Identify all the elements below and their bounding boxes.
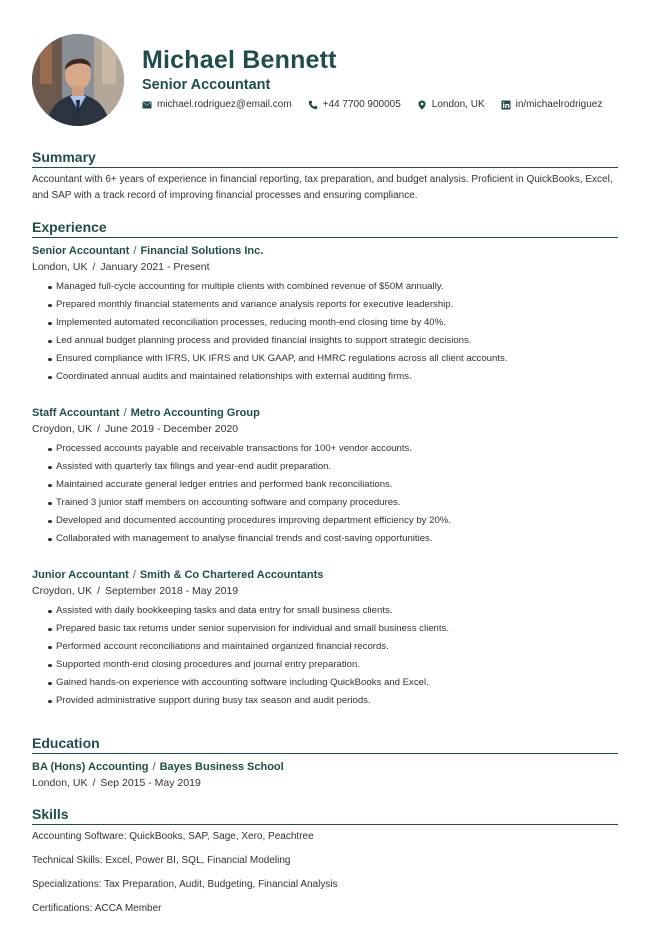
school: Bayes Business School	[159, 761, 284, 773]
job-bullets	[32, 278, 618, 386]
list-item: Prepared monthly financial statements and variance analysis reports for executive leadership.	[48, 296, 618, 314]
list-item: Assisted with daily bookkeeping tasks and data entry for small business clients.	[48, 602, 618, 620]
list-item: Collaborated with management to analyse financial trends and cost-saving opportunities.	[48, 530, 618, 548]
summary-section	[32, 148, 618, 204]
job-meta	[32, 422, 618, 437]
email-icon	[142, 100, 152, 110]
job-meta	[32, 260, 618, 275]
separator: /	[132, 569, 136, 581]
job-heading	[32, 406, 618, 421]
skills-section	[32, 805, 618, 916]
list-item: Prepared basic tax returns under senior supervision for individual and small business clients.	[48, 620, 618, 638]
separator: /	[92, 261, 96, 273]
job-company: Metro Accounting Group	[130, 407, 260, 419]
job-entry-3	[32, 568, 618, 710]
contact-linkedin[interactable]	[501, 99, 603, 110]
skills-line: Technical Skills: Excel, Power BI, SQL, Financial Modeling	[32, 855, 291, 866]
job-heading	[32, 244, 618, 259]
job-heading	[32, 568, 618, 583]
separator: /	[123, 407, 127, 419]
candidate-title: Senior Accountant	[142, 77, 271, 93]
separator: /	[97, 585, 101, 597]
separator: /	[92, 777, 96, 789]
list-item: Developed and documented accounting procedures improving department efficiency by 20%.	[48, 512, 618, 530]
list-item: Ensured compliance with IFRS, UK IFRS and UK GAAP, and HMRC regulations across all client accounts.	[48, 350, 618, 368]
list-item: Coordinated annual audits and maintained relationships with external auditing firms.	[48, 368, 618, 386]
job-role: Junior Accountant	[32, 569, 129, 581]
job-dates: June 2019 - December 2020	[105, 423, 239, 435]
job-meta	[32, 584, 618, 599]
skills-line: Accounting Software: QuickBooks, SAP, Sage, Xero, Peachtree	[32, 831, 314, 842]
list-item: Performed account reconciliations and maintained organized financial records.	[48, 638, 618, 656]
education-meta	[32, 776, 618, 791]
contact-email[interactable]	[142, 99, 292, 110]
job-dates: January 2021 - Present	[100, 261, 210, 273]
education-entry	[32, 760, 618, 791]
separator: /	[97, 423, 101, 435]
skills-line: Certifications: ACCA Member	[32, 903, 162, 914]
job-bullets	[32, 602, 618, 710]
list-item: Implemented automated reconciliation processes, reducing month-end closing time by 40%.	[48, 314, 618, 332]
contact-phone[interactable]	[308, 99, 401, 110]
job-location: Croydon, UK	[32, 423, 93, 435]
list-item: Trained 3 junior staff members on accounting software and company procedures.	[48, 494, 618, 512]
education-location: London, UK	[32, 777, 88, 789]
job-role: Staff Accountant	[32, 407, 120, 419]
contact-phone-text: +44 7700 900005	[322, 99, 401, 110]
contact-row	[142, 99, 602, 110]
list-item: Processed accounts payable and receivable transactions for 100+ vendor accounts.	[48, 440, 618, 458]
candidate-name: Michael Bennett	[142, 46, 337, 74]
resume-header	[32, 34, 618, 134]
education-section	[32, 734, 618, 791]
education-heading-line	[32, 760, 618, 775]
degree: BA (Hons) Accounting	[32, 761, 149, 773]
job-role: Senior Accountant	[32, 245, 130, 257]
contact-location	[417, 99, 485, 110]
experience-section	[32, 218, 618, 710]
job-location: Croydon, UK	[32, 585, 93, 597]
job-bullets	[32, 440, 618, 548]
list-item: Gained hands-on experience with accounting software including QuickBooks and Excel.	[48, 674, 618, 692]
job-company: Smith & Co Chartered Accountants	[139, 569, 324, 581]
phone-icon	[308, 100, 318, 110]
skills-heading: Skills	[32, 805, 618, 825]
separator: /	[152, 761, 156, 773]
education-heading: Education	[32, 734, 618, 754]
job-dates: September 2018 - May 2019	[105, 585, 239, 597]
profile-photo	[32, 34, 124, 126]
contact-location-text: London, UK	[431, 99, 485, 110]
education-dates: Sep 2015 - May 2019	[100, 777, 201, 789]
resume-page	[32, 34, 618, 916]
list-item: Maintained accurate general ledger entries and performed bank reconciliations.	[48, 476, 618, 494]
job-entry-2	[32, 406, 618, 548]
list-item: Led annual budget planning process and provided financial insights to support strategic decisions.	[48, 332, 618, 350]
list-item: Managed full-cycle accounting for multiple clients with combined revenue of $50M annually.	[48, 278, 618, 296]
skills-line: Specializations: Tax Preparation, Audit, Budgeting, Financial Analysis	[32, 879, 338, 890]
contact-linkedin-text: in/michaelrodriguez	[515, 99, 603, 110]
summary-heading: Summary	[32, 148, 618, 168]
linkedin-icon	[501, 100, 511, 110]
separator: /	[133, 245, 137, 257]
list-item: Provided administrative support during busy tax season and audit periods.	[48, 692, 618, 710]
job-company: Financial Solutions Inc.	[140, 245, 264, 257]
location-pin-icon	[417, 100, 427, 110]
list-item: Supported month-end closing procedures and journal entry preparation.	[48, 656, 618, 674]
summary-text: Accountant with 6+ years of experience in financial reporting, tax preparation, and budget analysis. Proficient in QuickBooks, Excel, and SAP with a track record of improving financial processes and ensuring compliance.	[32, 174, 613, 201]
experience-heading: Experience	[32, 218, 618, 238]
job-entry-1	[32, 244, 618, 386]
list-item: Assisted with quarterly tax filings and year-end audit preparation.	[48, 458, 618, 476]
job-location: London, UK	[32, 261, 88, 273]
contact-email-text: michael.rodriguez@email.com	[157, 99, 292, 110]
